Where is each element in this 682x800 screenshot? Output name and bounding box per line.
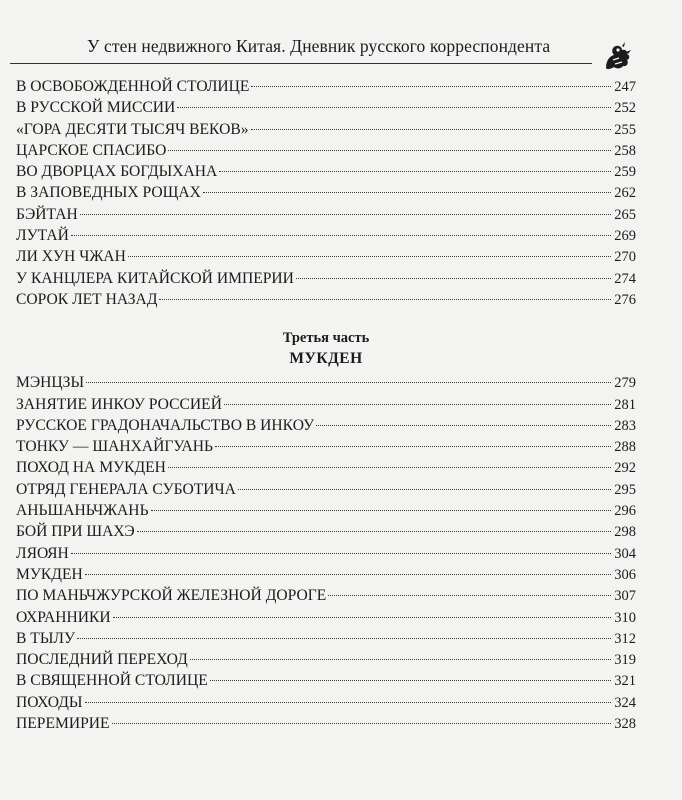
toc-entry-page: 247 [614, 79, 636, 95]
toc-entry [16, 545, 636, 566]
dot-leader [168, 150, 611, 151]
toc-entry-page: 270 [614, 249, 636, 266]
toc-entry-title: В ОСВОБОЖДЕННОЙ СТОЛИЦЕ [16, 78, 250, 95]
dragon-emblem-icon [600, 40, 634, 74]
toc-entry [16, 227, 636, 248]
dot-leader [113, 617, 612, 618]
dot-leader [177, 107, 611, 108]
book-title: У стен недвижного Китая. Дневник русского корреспондента [87, 36, 551, 56]
table-of-contents [16, 78, 636, 736]
toc-entry [16, 417, 636, 438]
toc-entry-title: ОТРЯД ГЕНЕРАЛА СУБОТИЧА [16, 480, 236, 498]
toc-entry-page: 255 [614, 121, 636, 138]
header-rule [10, 63, 592, 64]
toc-entry [16, 206, 636, 227]
dot-leader [128, 256, 611, 257]
part-title: МУКДЕН [289, 350, 363, 368]
dot-leader [86, 382, 611, 383]
toc-entry [16, 672, 636, 693]
toc-entry-title: ПЕРЕМИРИЕ [16, 715, 110, 733]
dot-leader [85, 574, 612, 575]
dot-leader [251, 86, 611, 87]
toc-entry [16, 651, 636, 672]
part-heading [16, 328, 636, 370]
toc-entry-title: ЦАРСКОЕ СПАСИБО [16, 141, 167, 159]
toc-entry-title: ЛЯОЯН [16, 544, 69, 562]
toc-entry-page: 296 [614, 503, 636, 520]
dot-leader [210, 680, 611, 681]
toc-list-part3 [16, 374, 636, 736]
dot-leader [77, 638, 611, 639]
dot-leader [112, 723, 612, 724]
toc-entry-title: В ТЫЛУ [16, 629, 76, 647]
toc-entry-page: 319 [614, 652, 636, 669]
dot-leader [71, 235, 611, 236]
toc-list-part2 [16, 78, 636, 312]
toc-entry-title: В РУССКОЙ МИССИИ [16, 99, 176, 117]
toc-entry-title: БОЙ ПРИ ШАХЭ [16, 523, 135, 541]
toc-entry [16, 587, 636, 608]
toc-entry [16, 523, 636, 544]
toc-entry-page: 269 [614, 228, 636, 245]
part-label: Третья часть [282, 330, 370, 347]
toc-entry [16, 184, 636, 205]
toc-entry-title: ЛИ ХУН ЧЖАН [16, 248, 126, 266]
dot-leader [80, 214, 611, 215]
toc-entry-page: 307 [614, 588, 636, 605]
toc-entry-page: 252 [614, 100, 636, 117]
toc-entry-page: 288 [614, 439, 636, 456]
dot-leader [190, 659, 612, 660]
dot-leader [251, 129, 612, 130]
toc-entry [16, 694, 636, 715]
dot-leader [85, 702, 612, 703]
toc-entry [16, 142, 636, 163]
toc-entry-page: 306 [614, 566, 636, 583]
dot-leader [238, 489, 611, 490]
toc-entry [16, 270, 636, 291]
toc-entry-title: ОХРАННИКИ [16, 608, 111, 626]
toc-entry-page: 312 [614, 630, 636, 647]
dot-leader [71, 553, 611, 554]
dot-leader [328, 595, 611, 596]
toc-entry [16, 481, 636, 502]
toc-entry-page: 259 [614, 164, 636, 181]
toc-entry-title: МЭНЦЗЫ [16, 374, 85, 392]
toc-entry-page: 310 [614, 609, 636, 626]
toc-entry-title: В СВЯЩЕННОЙ СТОЛИЦЕ [16, 672, 208, 690]
toc-entry-page: 279 [614, 375, 636, 392]
toc-entry-page: 304 [614, 545, 636, 562]
toc-entry [16, 502, 636, 523]
toc-entry-page: 283 [614, 417, 636, 434]
toc-entry [16, 566, 636, 587]
dot-leader [168, 467, 611, 468]
toc-entry-title: ТОНКУ — ШАНХАЙГУАНЬ [16, 438, 213, 456]
toc-entry-title: ПОХОДЫ [16, 693, 83, 711]
toc-entry-title: ЗАНЯТИЕ ИНКОУ РОССИЕЙ [16, 395, 222, 413]
toc-entry [16, 248, 636, 269]
toc-entry [16, 121, 636, 142]
toc-entry-title: ПО МАНЬЧЖУРСКОЙ ЖЕЛЕЗНОЙ ДОРОГЕ [16, 587, 327, 605]
toc-entry-title: БЭЙТАН [16, 205, 78, 223]
dot-leader [219, 171, 611, 172]
toc-entry-page: 258 [614, 142, 636, 159]
toc-entry [16, 374, 636, 395]
toc-entry-page: 298 [614, 524, 636, 541]
dot-leader [137, 531, 612, 532]
dot-leader [159, 299, 611, 300]
toc-entry-page: 276 [614, 291, 636, 308]
toc-entry [16, 396, 636, 417]
toc-entry-title: У КАНЦЛЕРА КИТАЙСКОЙ ИМПЕРИИ [16, 269, 294, 287]
toc-entry-title: ЛУТАЙ [16, 227, 69, 245]
toc-entry-title: СОРОК ЛЕТ НАЗАД [16, 290, 158, 308]
toc-entry-title: РУССКОЕ ГРАДОНАЧАЛЬСТВО В ИНКОУ [16, 416, 315, 434]
toc-entry [16, 291, 636, 312]
toc-entry-page: 295 [614, 481, 636, 498]
toc-entry-title: «ГОРА ДЕСЯТИ ТЫСЯЧ ВЕКОВ» [16, 120, 249, 138]
toc-entry-page: 281 [614, 396, 636, 413]
dot-leader [296, 278, 611, 279]
toc-entry [16, 78, 636, 99]
toc-entry [16, 609, 636, 630]
toc-entry-page: 328 [614, 716, 636, 733]
toc-entry [16, 163, 636, 184]
toc-entry-page: 262 [614, 185, 636, 202]
toc-entry-page: 292 [614, 460, 636, 477]
running-header [10, 36, 636, 66]
dot-leader [316, 425, 611, 426]
toc-entry-title: МУКДЕН [16, 565, 83, 583]
dot-leader [224, 404, 611, 405]
toc-entry [16, 459, 636, 480]
toc-entry-page: 265 [614, 206, 636, 223]
toc-entry-page: 321 [614, 673, 636, 690]
toc-entry [16, 630, 636, 651]
toc-entry [16, 438, 636, 459]
dot-leader [215, 446, 611, 447]
toc-entry [16, 99, 636, 120]
toc-entry [16, 715, 636, 736]
toc-entry-title: ВО ДВОРЦАХ БОГДЫХАНА [16, 163, 218, 181]
toc-entry-title: ПОСЛЕДНИЙ ПЕРЕХОД [16, 651, 188, 669]
toc-entry-title: ПОХОД НА МУКДЕН [16, 459, 166, 477]
toc-entry-page: 324 [614, 694, 636, 711]
dot-leader [203, 192, 611, 193]
toc-entry-title: АНЬШАНЬЧЖАНЬ [16, 502, 149, 520]
toc-entry-page: 274 [614, 270, 636, 287]
toc-entry-title: В ЗАПОВЕДНЫХ РОЩАХ [16, 184, 201, 202]
dot-leader [151, 510, 612, 511]
